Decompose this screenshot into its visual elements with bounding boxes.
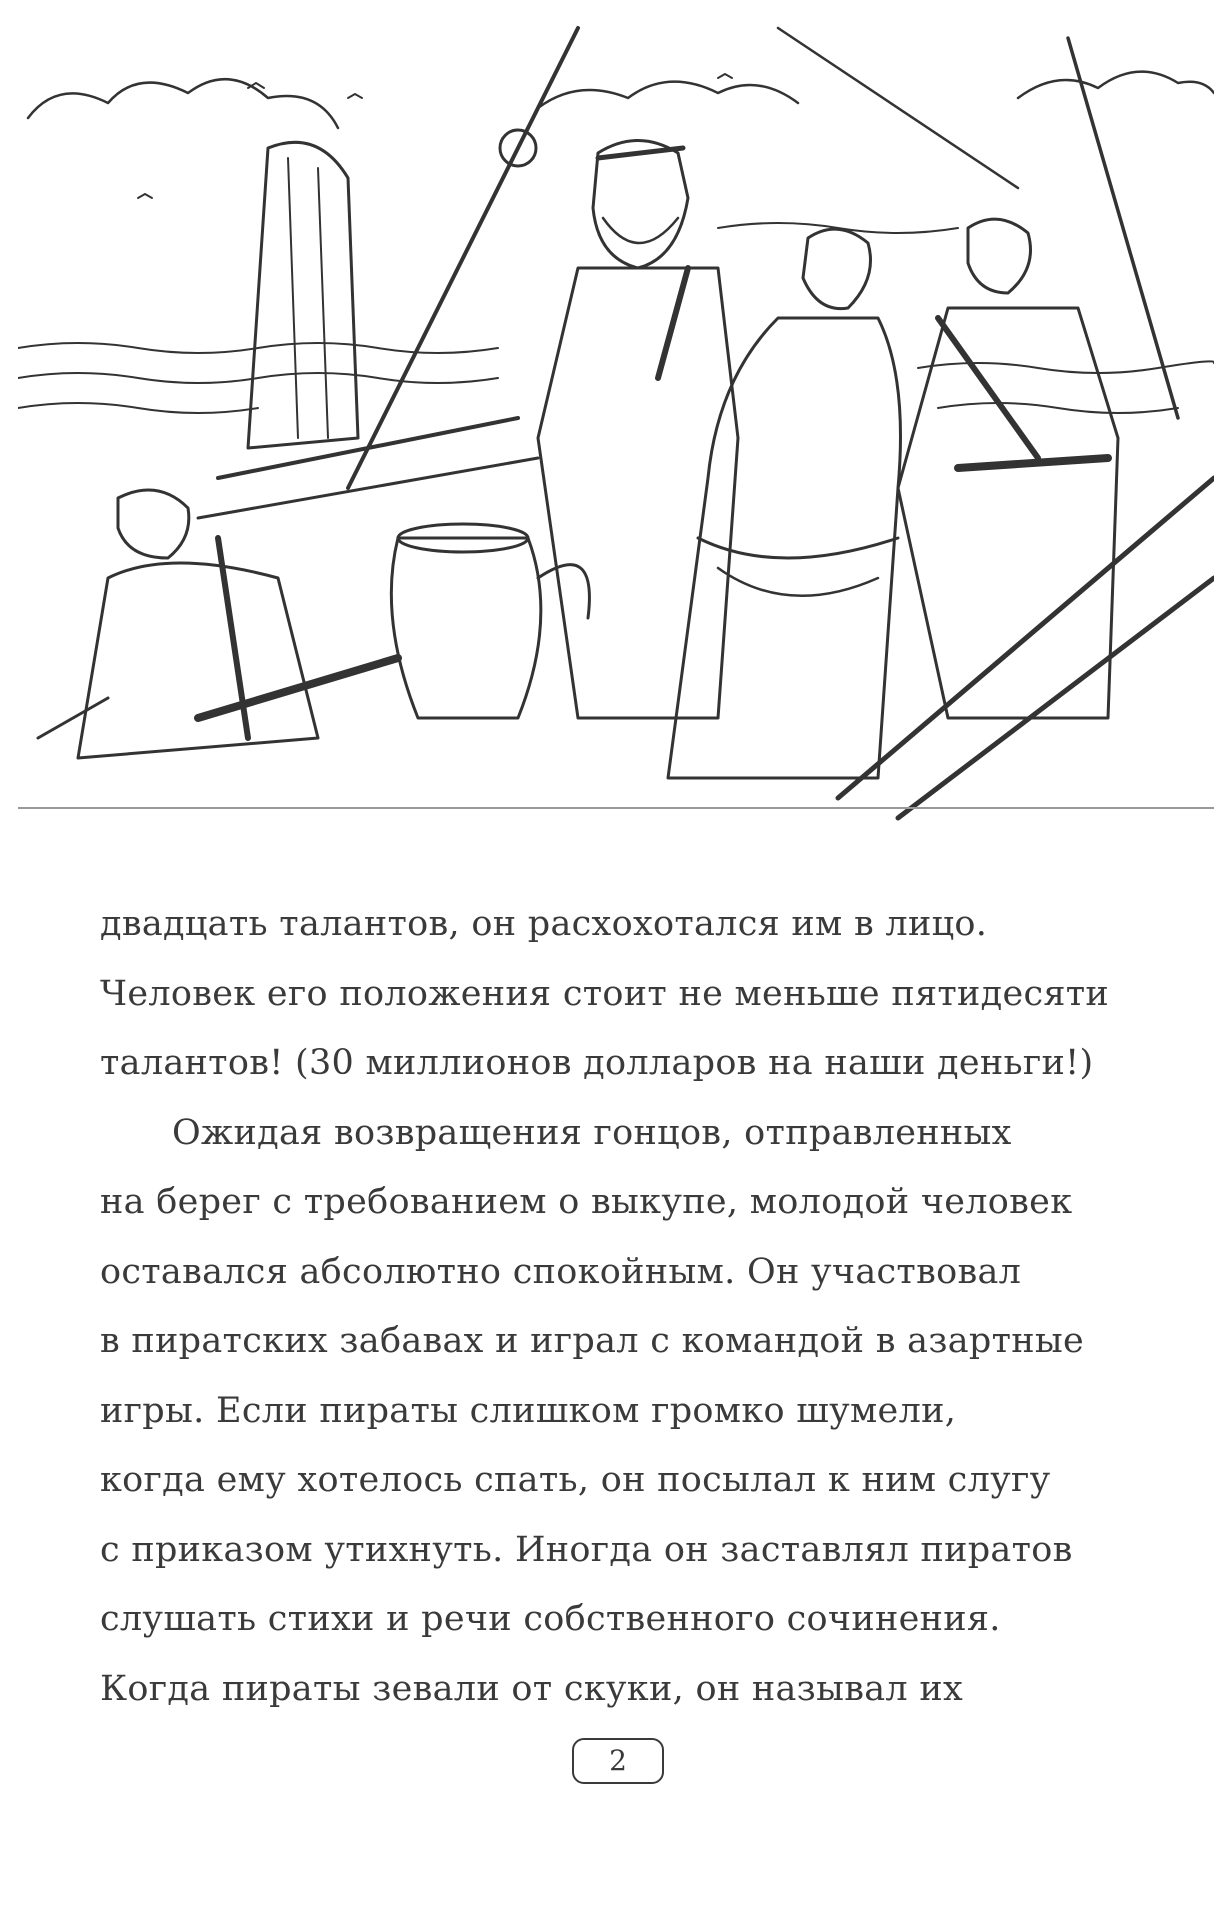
- text-line: игры. Если пираты слишком громко шумели,: [100, 1390, 957, 1431]
- pirate-ship-scene-icon: [18, 18, 1214, 828]
- text-line: когда ему хотелось спать, он посылал к ним слугу: [100, 1460, 1051, 1500]
- text-line: Ожидая возвращения гонцов, отправленных: [172, 1112, 1012, 1153]
- page-number: 2: [572, 1738, 664, 1784]
- text-line: Когда пираты зевали от скуки, он называл их: [100, 1668, 964, 1709]
- text-line: в пиратских забавах и играл с командой в азартные: [100, 1321, 1085, 1361]
- text-line: двадцать талантов, он расхохотался им в лицо.: [100, 904, 988, 944]
- text-line: талантов! (30 миллионов долларов на наши деньги!): [100, 1043, 1094, 1083]
- pirate-ship-illustration: [18, 18, 1214, 828]
- text-line: оставался абсолютно спокойным. Он участвовал: [100, 1251, 1022, 1292]
- text-line: на берег с требованием о выкупе, молодой человек: [100, 1182, 1073, 1222]
- text-line: слушать стихи и речи собственного сочинения.: [100, 1599, 1001, 1639]
- text-line: Человек его положения стоит не меньше пятидесяти: [100, 973, 1110, 1014]
- text-line: с приказом утихнуть. Иногда он заставлял пиратов: [100, 1529, 1073, 1570]
- text-block: [100, 890, 1140, 1724]
